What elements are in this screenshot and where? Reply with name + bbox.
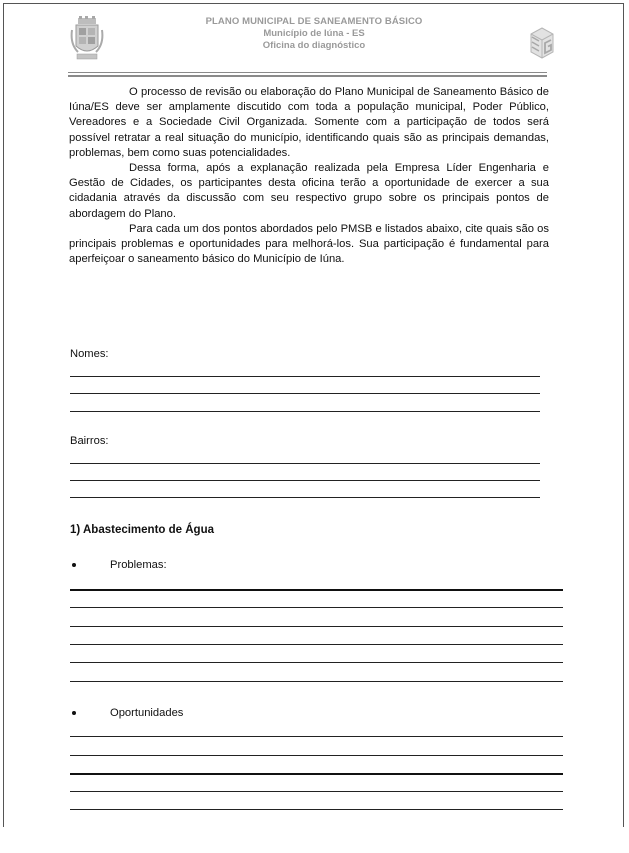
municipality-subtitle: Município de Iúna - ES <box>263 28 365 39</box>
section-1-title: 1) Abastecimento de Água <box>70 524 214 536</box>
eg-cube-logo-icon <box>527 22 557 62</box>
bullet-icon <box>72 711 76 715</box>
opportunities-label: Oportunidades <box>110 707 184 719</box>
problems-item <box>70 559 167 571</box>
neighborhoods-line-3[interactable] <box>70 497 540 498</box>
names-line-1[interactable] <box>70 376 540 377</box>
opportunities-line-5[interactable] <box>70 809 563 810</box>
opportunities-line-3[interactable] <box>70 773 563 775</box>
opportunities-line-1[interactable] <box>70 736 563 737</box>
opportunities-line-4[interactable] <box>70 791 563 792</box>
header-rule-bottom <box>68 75 547 77</box>
names-line-2[interactable] <box>70 393 540 394</box>
header-title-block <box>144 16 484 52</box>
intro-paragraph-1: O processo de revisão ou elaboração do Plano Municipal de Saneamento Básico de Iúna/ES deve ser amplamente discutido com toda a população municipal, Poder Público, Vereadores e a Sociedade Civil Organizada. Somente com a participação de todos será possível retratar a real situação do município, identificando quais são as principais demandas, problemas, bem como suas potencialidades. <box>69 86 549 159</box>
intro-paragraph-3: Para cada um dos pontos abordados pelo PMSB e listados abaixo, cite quais são os principais problemas e oportunidades para melhorá-los. Sua participação é fundamental para aperfeiçoar o saneamento básico do Município de Iúna. <box>69 222 549 266</box>
document-header <box>4 4 623 70</box>
problems-label: Problemas: <box>110 559 167 571</box>
problems-line-6[interactable] <box>70 681 563 682</box>
problems-line-1[interactable] <box>70 589 563 591</box>
names-label: Nomes: <box>70 348 109 360</box>
workshop-subtitle: Oficina do diagnóstico <box>262 40 366 51</box>
problems-line-3[interactable] <box>70 626 563 627</box>
header-rule-top <box>68 72 547 73</box>
neighborhoods-line-2[interactable] <box>70 480 540 481</box>
municipal-crest-icon <box>70 16 104 62</box>
plan-title: PLANO MUNICIPAL DE SANEAMENTO BÁSICO <box>205 16 423 27</box>
bullet-icon <box>72 563 76 567</box>
opportunities-line-2[interactable] <box>70 755 563 756</box>
problems-line-2[interactable] <box>70 607 563 608</box>
neighborhoods-line-1[interactable] <box>70 463 540 464</box>
neighborhoods-label: Bairros: <box>70 435 109 447</box>
opportunities-item <box>70 707 183 719</box>
problems-line-5[interactable] <box>70 662 563 663</box>
problems-line-4[interactable] <box>70 644 563 645</box>
intro-text <box>69 85 549 267</box>
document-page <box>3 3 624 827</box>
intro-paragraph-2: Dessa forma, após a explanação realizada pela Empresa Líder Engenharia e Gestão de Cidades, os participantes desta oficina terão a oportunidade de exercer a sua cidadania através da discussão com seu respectivo grupo sobre os principais pontos de abordagem do Plano. <box>69 162 549 220</box>
names-line-3[interactable] <box>70 411 540 412</box>
